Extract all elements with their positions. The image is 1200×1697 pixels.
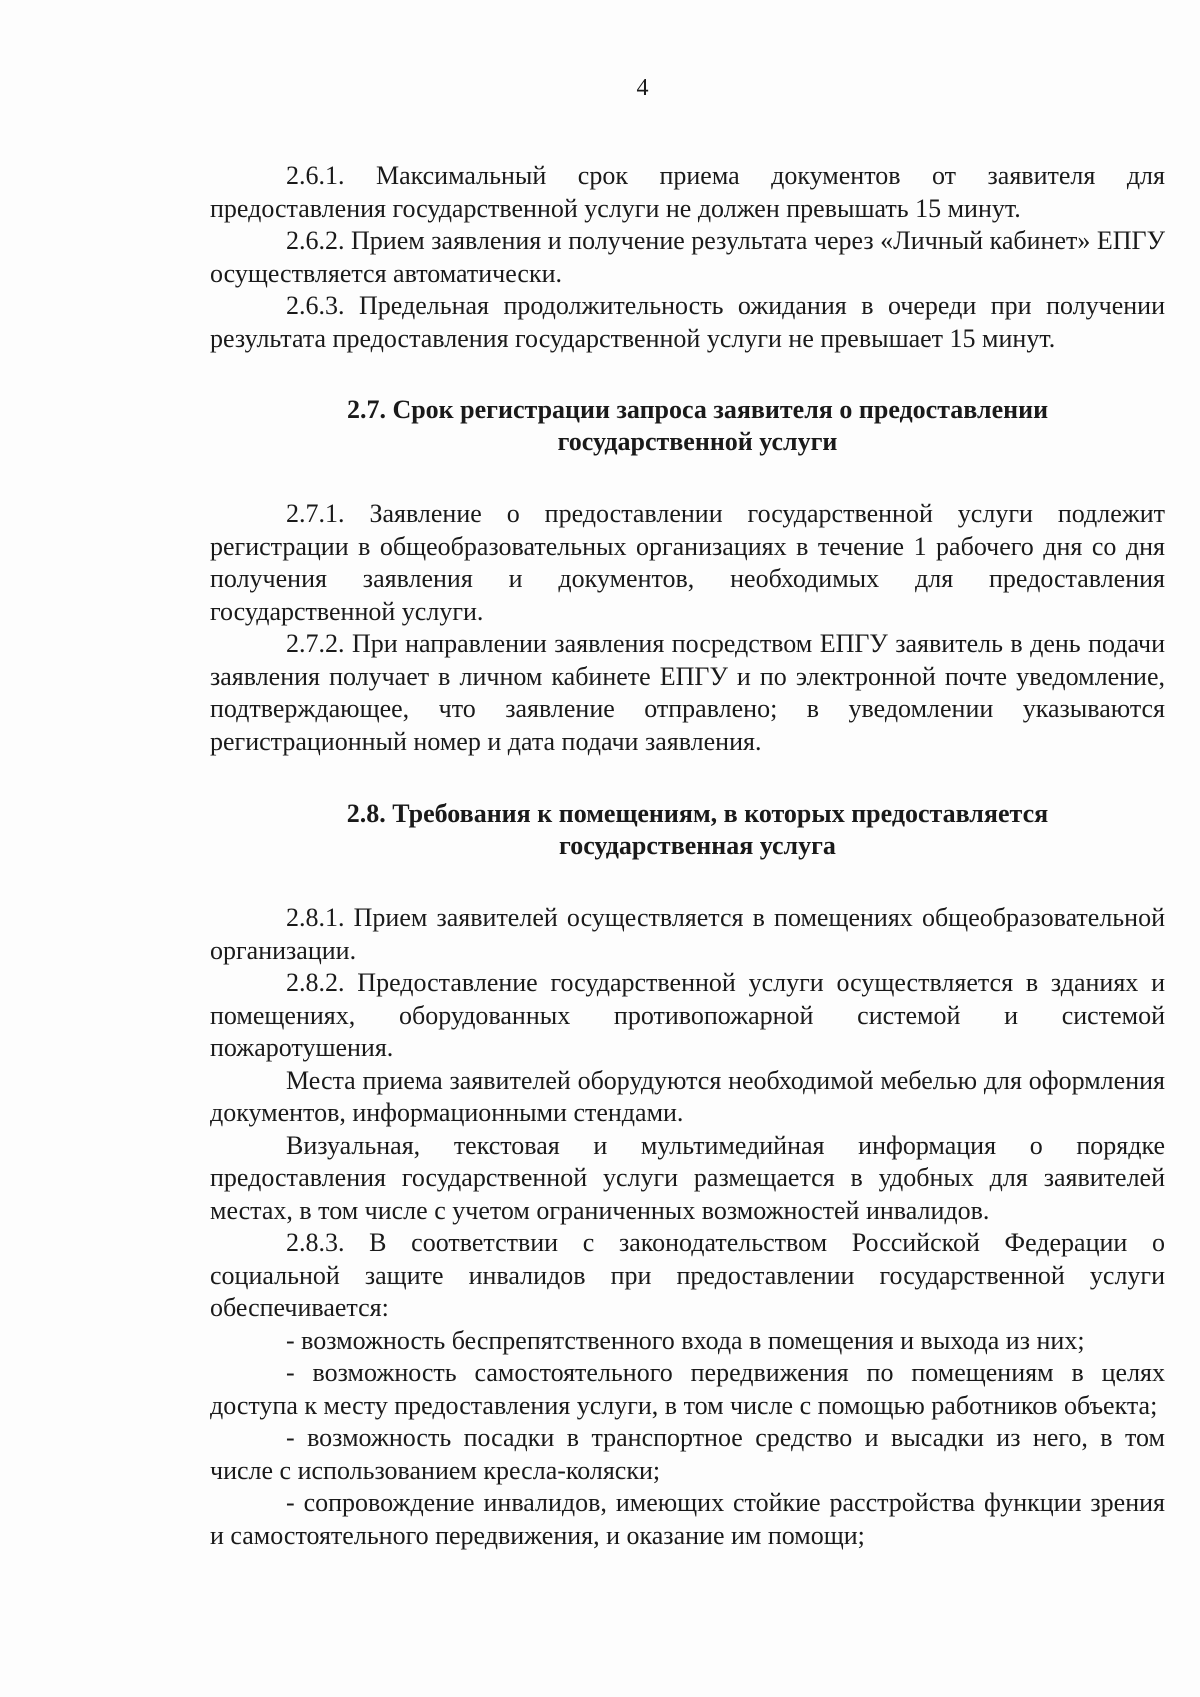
paragraph-2-6-3: 2.6.3. Предельная продолжительность ожидания в очереди при получении результата предоставления государственной услуги не превышает 15 минут.	[210, 291, 1165, 353]
section-heading-2-8-line1: 2.8. Требования к помещениям, в которых предоставляется	[346, 799, 1049, 828]
list-item: - сопровождение инвалидов, имеющих стойкие расстройства функции зрения и самостоятельного передвижения, и оказание им помощи;	[210, 1488, 1165, 1550]
document-body	[210, 160, 1165, 1552]
paragraph-2-6-2: 2.6.2. Прием заявления и получение результата через «Личный кабинет» ЕПГУ осуществляется автоматически.	[210, 226, 1165, 288]
list-item: - возможность посадки в транспортное средство и высадки из него, в том числе с использованием кресла-коляски;	[210, 1423, 1165, 1485]
section-heading-2-8-line2: государственная услуга	[559, 831, 836, 860]
list-item: - возможность беспрепятственного входа в помещения и выхода из них;	[286, 1325, 1085, 1355]
section-heading-2-7-line2: государственной услуги	[557, 427, 838, 456]
paragraph-visual-information: Визуальная, текстовая и мультимедийная информация о порядке предоставления государственной услуги размещается в удобных для заявителей местах, в том числе с учетом ограниченных возможностей инвалидов.	[210, 1130, 1165, 1225]
paragraph-2-8-2: 2.8.2. Предоставление государственной услуги осуществляется в зданиях и помещениях, оборудованных противопожарной системой и системой пожаротушения.	[210, 968, 1165, 1062]
paragraph-2-8-3: 2.8.3. В соответствии с законодательством Российской Федерации о социальной защите инвалидов при предоставлении государственной услуги обеспечивается:	[210, 1228, 1165, 1322]
paragraph-2-7-2: 2.7.2. При направлении заявления посредством ЕПГУ заявитель в день подачи заявления получает в личном кабинете ЕПГУ и по электронной почте уведомление, подтверждающее, что заявление отправлено; в уведомлении указываются регистрационный номер и дата подачи заявления.	[210, 629, 1165, 756]
paragraph-reception-places: Места приема заявителей оборудуются необходимой мебелью для оформления документов, информационными стендами.	[210, 1065, 1165, 1127]
paragraph-2-8-1: 2.8.1. Прием заявителей осуществляется в помещениях общеобразовательной организации.	[210, 903, 1165, 965]
section-heading-2-8	[210, 798, 1165, 862]
section-heading-2-7-line1: 2.7. Срок регистрации запроса заявителя о предоставлении	[346, 395, 1049, 424]
list-item: - возможность самостоятельного передвижения по помещениям в целях доступа к месту предоставления услуги, в том числе с помощью работников объекта;	[210, 1358, 1165, 1420]
paragraph-2-6-1: 2.6.1. Максимальный срок приема документов от заявителя для предоставления государственной услуги не должен превышать 15 минут.	[210, 161, 1165, 223]
page-number: 4	[636, 75, 649, 101]
section-heading-2-7	[210, 394, 1165, 458]
paragraph-2-7-1: 2.7.1. Заявление о предоставлении государственной услуги подлежит регистрации в общеобразовательных организациях в течение 1 рабочего дня со дня получения заявления и документов, необходимых для предоставления государственной услуги.	[210, 499, 1165, 626]
